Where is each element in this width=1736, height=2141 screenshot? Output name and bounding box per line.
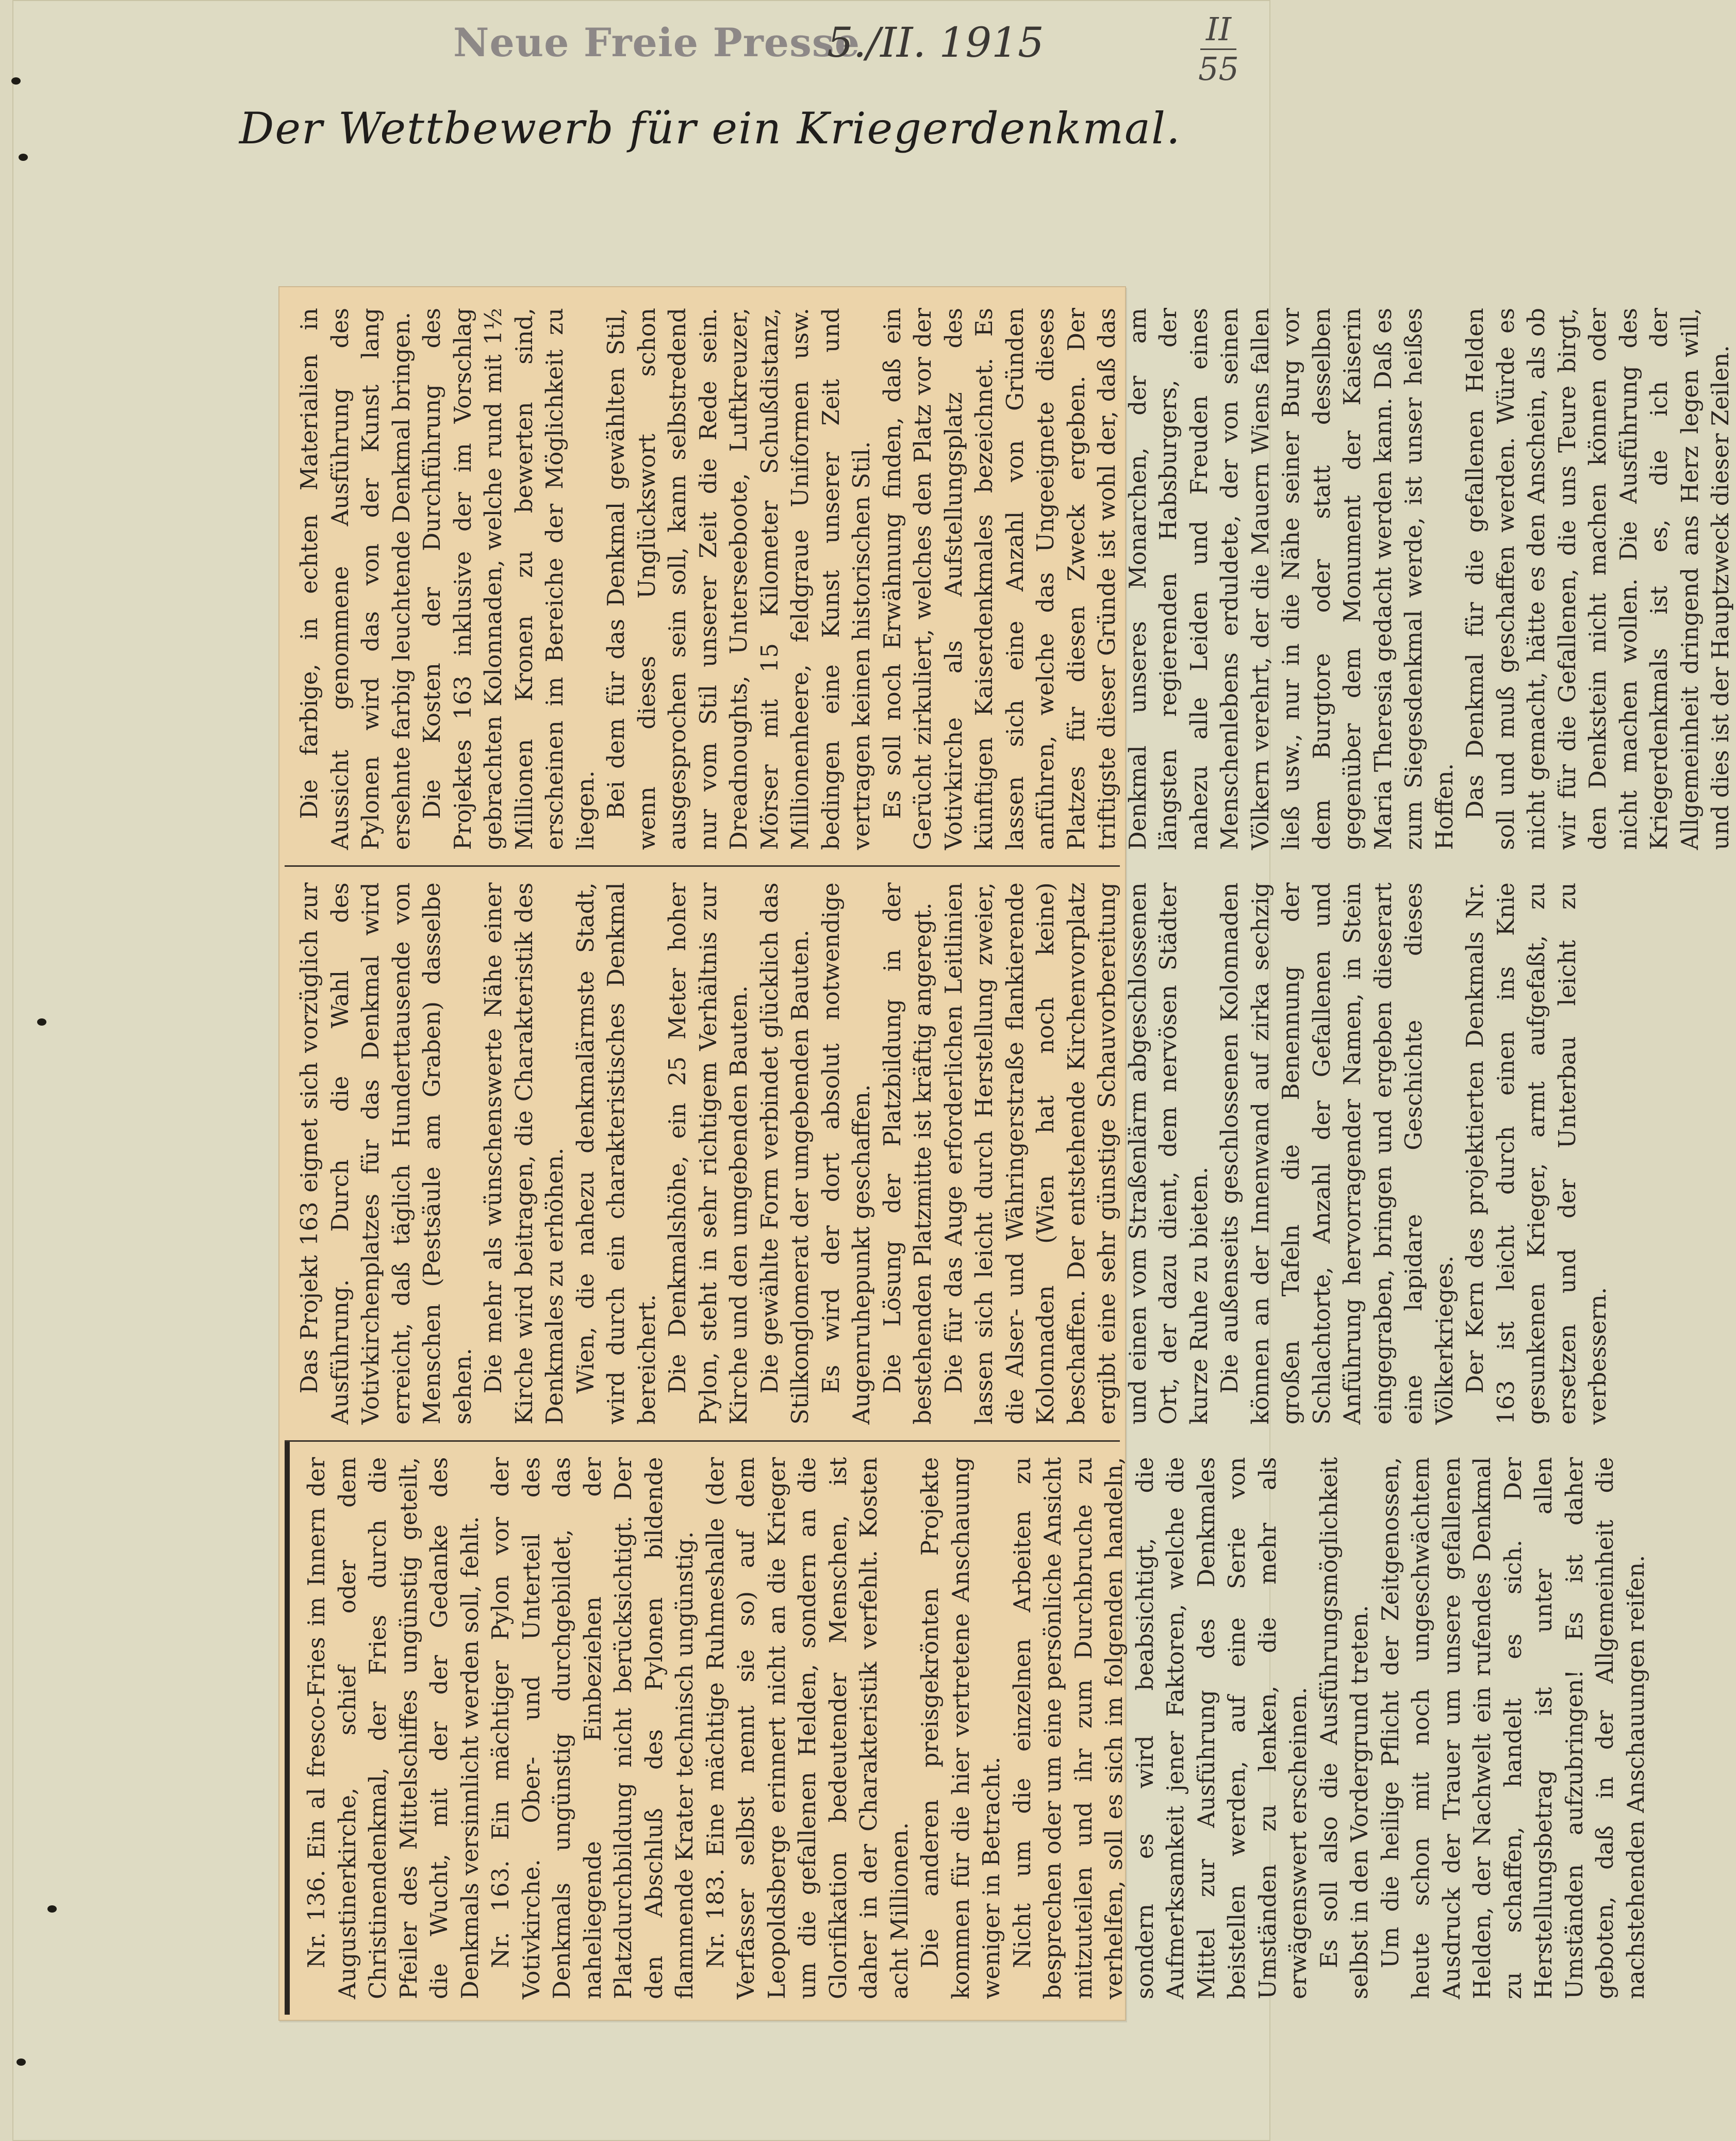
article-paragraph: Die Kosten der Durchführung des Projektes 163 inklusive der im Vorschlag gebrachten Kolonnaden, welche rund mit 1½ Millionen Kronen zu bewerten sind, erscheinen im Bereiche der Möglichkeit zu liegen. xyxy=(418,308,599,850)
article-paragraph: Die Denkmalshöhe, ein 25 Meter hoher Pylon, steht in sehr richtigem Verhältnis zur Kirche und den umgebenden Bauten. xyxy=(664,882,752,1425)
article-paragraph: Die außenseits geschlossenen Kolonnaden können an der Innenwand auf zirka sechzig großen Tafeln die Benennung der Schlachtorte, Anzahl der Gefallenen und Anführung hervorragender Namen, in Stein eingegraben, bringen und ergeben dieserart eine lapidare Geschichte dieses Völkerkrieges. xyxy=(1216,882,1458,1425)
article-paragraph: Die für das Auge erforderlichen Leitlinien lassen sich leicht durch Herstellung zweier, die Alser- und Währingerstraße flankierende Kolonnaden (Wien hat noch keine) beschaffen. Der entstehende Kirchenvorplatz ergibt eine sehr günstige Schauvorbereitung und einen vom Straßenlärm abgeschlossenen Ort, der dazu dient, dem nervösen Städter kurze Ruhe zu bieten. xyxy=(939,882,1213,1425)
archive-number-top: II xyxy=(1205,10,1231,48)
article-paragraph: Die farbige, in echten Materialien in Aussicht genommene Ausführung des Pylonen wird das von der Kunst lang ersehnte farbig leuchtende Denkmal bringen. xyxy=(295,308,415,850)
article-paragraph: Bei dem für das Denkmal gewählten Stil, wenn dieses Unglückswort schon ausgesprochen sein soll, kann selbstredend nur vom Stil unserer Zeit die Rede sein. Dreadnoughts, Unterseeboote, Luftkreuzer, Mörser mit 15 Kilometer Schußdistanz, Millionenheere, feldgraue Uniformen usw. bedingen eine Kunst unserer Zeit und vertragen keinen historischen Stil. xyxy=(602,308,875,850)
article-column-3 xyxy=(285,292,1734,867)
handwritten-title: Der Wettbewerb für ein Kriegerdenkmal. xyxy=(239,103,1181,154)
article-paragraph: Die gewählte Form verbindet glücklich das Stilkonglomerat der umgebenden Bauten. xyxy=(755,882,814,1425)
article-paragraph: Der Kern des projektierten Denkmals Nr. 163 ist leicht durch einen ins Knie gesunkenen Krieger, armt aufgefaßt, zu ersetzen und der Unterbau leicht zu verbessern. xyxy=(1461,882,1611,1425)
article-column-1 xyxy=(285,1442,1649,2015)
article-paragraph: Nr. 136. Ein al fresco-Fries im Innern der Augustinerkirche, schief oder dem Christinendenkmal, der Fries durch die Pfeiler des Mittelschiffes ungünstig geteilt, die Wucht, mit der der Gedanke des Denkmals versinnlicht werden soll, fehlt. xyxy=(303,1457,484,1999)
punch-hole xyxy=(37,1018,46,1026)
article-paragraph: Das Denkmal für die gefallenen Helden soll und muß geschaffen werden. Würde es nicht gemacht, hätte es den Anschein, als ob wir für die Gefallenen, die uns Teure birgt, den Denkstein nicht machen können oder nicht machen wollen. Die Ausführung des Kriegerdenkmals ist es, die ich der Allgemeinheit dringend ans Herz legen will, und dies ist der Hauptzweck dieser Zeilen. xyxy=(1461,308,1734,850)
punch-hole xyxy=(16,2058,26,2066)
punch-hole xyxy=(11,77,21,85)
newspaper-clipping xyxy=(278,286,1734,2021)
punch-hole xyxy=(19,154,28,161)
newspaper-name-stamp: Neue Freie Presse xyxy=(453,20,861,65)
article-paragraph: Wien, die nahezu denkmalärmste Stadt, wird durch ein charakteristisches Denkmal bereichert. xyxy=(571,882,660,1425)
punch-hole xyxy=(47,1905,57,1913)
article-paragraph: Die anderen preisgekrönten Projekte kommen für die hier vertretene Anschauung weniger in Betracht. xyxy=(916,1457,1005,1999)
article-paragraph: Die Lösung der Platzbildung in der bestehenden Platzmitte ist kräftig angeregt. xyxy=(878,882,936,1425)
archive-number-bottom: 55 xyxy=(1198,50,1239,88)
clipping-date: 5./II. 1915 xyxy=(827,19,1044,67)
article-body xyxy=(285,292,1734,2015)
article-paragraph: Um die heilige Pflicht der Zeitgenossen, heute schon mit noch ungeschwächtem Ausdruck der Trauer um unsere gefallenen Helden, der Nachwelt ein rufendes Denkmal zu schaffen, handelt es sich. Der Herstellungsbetrag ist unter allen Umständen aufzubringen! Es ist daher geboten, daß in der Allgemeinheit die nachstehenden Anschauungen reifen. xyxy=(1376,1457,1649,1999)
article-paragraph: Das Projekt 163 eignet sich vorzüglich zur Ausführung. Durch die Wahl des Votivkirchenplatzes für das Denkmal wird erreicht, daß täglich Hunderttausende von Menschen (Pestsäule am Graben) dasselbe sehen. xyxy=(295,882,476,1425)
article-paragraph: Nr. 183. Eine mächtige Ruhmeshalle (der Verfasser selbst nennt sie so) auf dem Leopoldsberge erinnert nicht an die Krieger um die gefallenen Helden, sondern an die Glorifikation bedeutender Menschen, ist daher in der Charakteristik verfehlt. Kosten acht Millionen. xyxy=(701,1457,913,1999)
archive-number xyxy=(1198,11,1239,87)
article-paragraph: Es wird der dort absolut notwendige Augenruhepunkt geschaffen. xyxy=(817,882,875,1425)
article-column-2 xyxy=(285,867,1611,1441)
article-paragraph: Die mehr als wünschenswerte Nähe einer Kirche wird beitragen, die Charakteristik des Denkmales zu erhöhen. xyxy=(480,882,568,1425)
article-paragraph: Es soll noch Erwähnung finden, daß ein Gerücht zirkuliert, welches den Platz vor der Votivkirche als Aufstellungsplatz des künftigen Kaiserdenkmales bezeichnet. Es lassen sich eine Anzahl von Gründen anführen, welche das Ungeeignete dieses Platzes für diesen Zweck ergeben. Der triftigste dieser Gründe ist wohl der, daß das Denkmal unseres Monarchen, der am längsten regierenden Habsburgers, der nahezu alle Leiden und Freuden eines Menschenlebens erduldete, der von seinen Völkern verehrt, der die Mauern Wiens fallen ließ usw., nur in die Nähe seiner Burg vor dem Burgtore oder statt desselben gegenüber dem Monument der Kaiserin Maria Theresia gedacht werden kann. Daß es zum Siegesdenkmal werde, ist unser heißes Hoffen. xyxy=(878,308,1458,850)
article-paragraph: Es soll also die Ausführungsmöglichkeit selbst in den Vordergrund treten. xyxy=(1315,1457,1373,1999)
article-paragraph: Nr. 163. Ein mächtiger Pylon vor der Votivkirche. Ober- und Unterteil des Denkmals ungünstig durchgebildet, das naheliegende Einbeziehen der Platzdurchbildung nicht berücksichtigt. Der den Abschluß des Pylonen bildende flammende Krater technisch ungünstig. xyxy=(487,1457,698,1999)
article-paragraph: Nicht um die einzelnen Arbeiten zu besprechen oder um eine persönliche Ansicht mitzuteilen und ihr zum Durchbruche zu verhelfen, soll es sich im folgenden handeln, sondern es wird beabsichtigt, die Aufmerksamkeit jener Faktoren, welche die Mittel zur Ausführung des Denkmales beistellen werden, auf eine Serie von Umständen zu lenken, die mehr als erwägenswert erscheinen. xyxy=(1008,1457,1312,1999)
